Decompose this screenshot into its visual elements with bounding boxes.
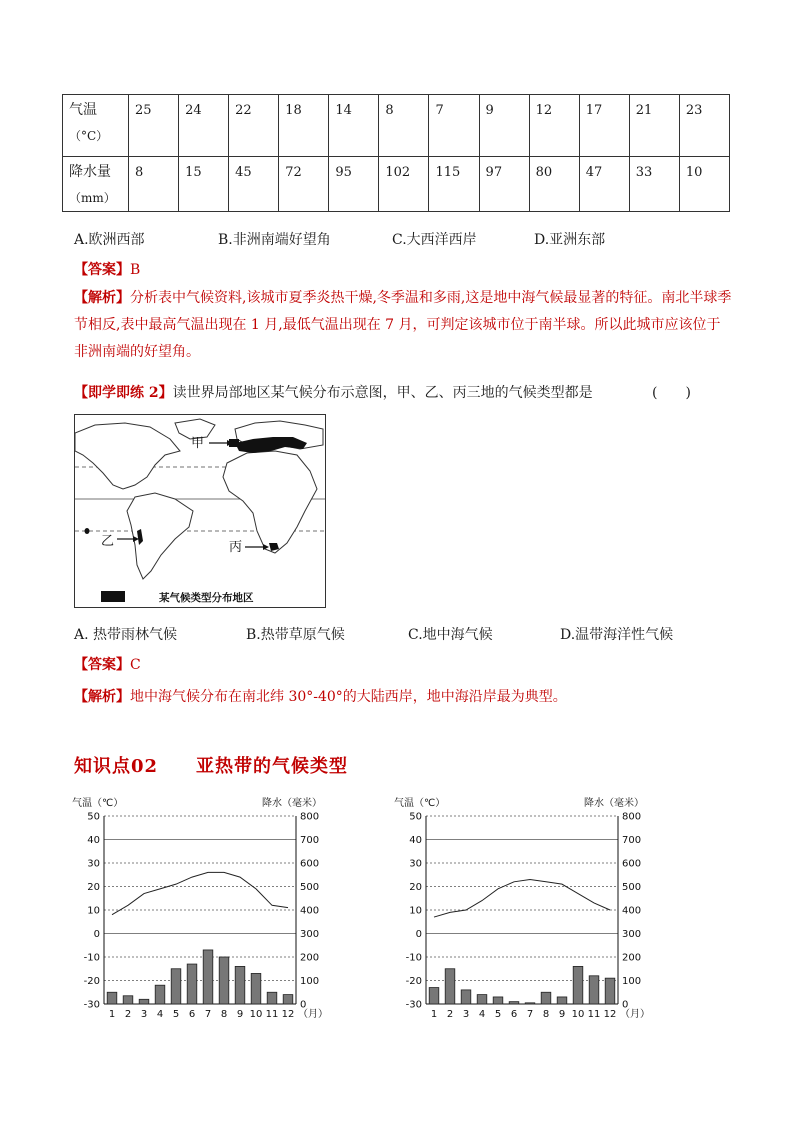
legend-label: 某气候类型分布地区 [159, 592, 254, 604]
left-tick-label: 10 [409, 905, 422, 917]
x-axis-title: （月） [620, 1009, 650, 1020]
x-tick-label: 11 [265, 1009, 279, 1020]
precip-bar [235, 966, 245, 1004]
right-tick-label: 800 [300, 811, 320, 823]
question-text: 读世界局部地区某气候分布示意图，甲、乙、丙三地的气候类型都是 [172, 385, 593, 401]
climate-chart-2 [392, 792, 672, 1024]
left-tick-label: 50 [87, 811, 100, 823]
left-tick-label: -10 [83, 952, 100, 964]
q2-option-d[interactable]: D.温带海洋性气候 [560, 627, 674, 643]
q2-option-c[interactable]: C.地中海气候 [408, 627, 493, 643]
label-yi: 乙 [101, 534, 115, 549]
right-tick-label: 600 [622, 858, 642, 870]
x-tick-label: 10 [571, 1009, 585, 1020]
temp-cell: 14 [329, 95, 379, 157]
temp-cell: 8 [379, 95, 429, 157]
left-tick-label: 0 [93, 929, 100, 940]
x-tick-label: 8 [542, 1009, 550, 1020]
temp-cell: 7 [429, 95, 479, 157]
precip-bar [187, 964, 197, 1004]
section-title: 知识点02 亚热带的气候类型 [74, 756, 349, 777]
x-tick-label: 3 [140, 1009, 148, 1020]
left-tick-label: 40 [409, 835, 422, 846]
temp-cell: 25 [129, 95, 179, 157]
answer-value: C [130, 657, 141, 673]
x-tick-label: 2 [124, 1009, 132, 1020]
precip-bar [219, 957, 229, 1004]
precip-unit: （mm） [69, 191, 116, 205]
precip-bar [461, 990, 471, 1004]
left-axis-title: 气温（℃） [72, 798, 124, 809]
left-axis-title: 气温（℃） [394, 798, 446, 809]
temperature-row [63, 95, 730, 157]
x-tick-label: 1 [108, 1009, 116, 1020]
right-axis-title: 降水（毫米） [584, 798, 644, 809]
temp-cell: 23 [679, 95, 729, 157]
climate-map [74, 414, 326, 608]
precip-bar [493, 997, 503, 1004]
precip-bar [251, 973, 261, 1004]
x-tick-label: 10 [249, 1009, 263, 1020]
right-axis-title: 降水（毫米） [262, 798, 322, 809]
x-tick-label: 9 [558, 1009, 566, 1020]
left-tick-label: 20 [409, 882, 422, 893]
x-tick-label: 8 [220, 1009, 228, 1020]
temp-cell: 21 [629, 95, 679, 157]
q1-answer [74, 257, 734, 284]
q2-answer [74, 652, 734, 679]
legend-swatch [101, 591, 125, 602]
right-tick-label: 400 [300, 905, 320, 917]
temp-label: 气温 [69, 102, 97, 118]
analysis-text: 地中海气候分布在南北纬 30°-40°的大陆西岸，地中海沿岸最为典型。 [130, 689, 567, 705]
temp-cell: 24 [179, 95, 229, 157]
precip-cell: 95 [329, 157, 379, 212]
precip-bar [267, 992, 277, 1004]
x-tick-label: 4 [156, 1009, 164, 1020]
left-tick-label: 20 [87, 882, 100, 893]
temp-cell: 22 [229, 95, 279, 157]
precip-bar [155, 985, 165, 1004]
precip-cell: 80 [529, 157, 579, 212]
precip-cell: 10 [679, 157, 729, 212]
precip-bar [557, 997, 567, 1004]
right-tick-label: 200 [622, 952, 642, 964]
temp-cell: 18 [279, 95, 329, 157]
precip-bar [509, 1002, 519, 1004]
precipitation-header [63, 157, 129, 212]
q1-option-c[interactable]: C.大西洋西岸 [392, 232, 477, 248]
right-tick-label: 100 [622, 976, 642, 987]
left-tick-label: -20 [83, 976, 100, 987]
q1-option-d[interactable]: D.亚洲东部 [534, 232, 606, 248]
x-tick-label: 6 [188, 1009, 196, 1020]
precip-bar [589, 976, 599, 1004]
answer-value: B [130, 262, 141, 278]
precip-cell: 15 [179, 157, 229, 212]
x-tick-label: 4 [478, 1009, 486, 1020]
answer-tag: 【答案】 [74, 657, 130, 673]
right-tick-label: 300 [300, 929, 320, 940]
precip-bar [283, 995, 293, 1004]
precip-bar [107, 992, 117, 1004]
precip-cell: 115 [429, 157, 479, 212]
x-tick-label: 7 [204, 1009, 212, 1020]
right-tick-label: 300 [622, 929, 642, 940]
precip-cell: 72 [279, 157, 329, 212]
left-tick-label: 50 [409, 811, 422, 823]
climate-chart-1 [70, 792, 350, 1024]
x-tick-label: 1 [430, 1009, 438, 1020]
precip-cell: 8 [129, 157, 179, 212]
analysis-tag: 【解析】 [74, 689, 130, 705]
precip-bar [477, 995, 487, 1004]
q1-option-a[interactable]: A.欧洲西部 [74, 232, 145, 248]
right-tick-label: 200 [300, 952, 320, 964]
precip-bar [203, 950, 213, 1004]
right-tick-label: 600 [300, 858, 320, 870]
precip-cell: 47 [579, 157, 629, 212]
right-tick-label: 100 [300, 976, 320, 987]
precip-bar [573, 966, 583, 1004]
precip-cell: 45 [229, 157, 279, 212]
left-tick-label: -30 [405, 999, 422, 1011]
temp-cell: 9 [479, 95, 529, 157]
q2-question [74, 380, 734, 407]
right-tick-label: 0 [300, 999, 307, 1011]
right-tick-label: 700 [300, 835, 320, 846]
x-tick-label: 5 [494, 1009, 502, 1020]
x-tick-label: 3 [462, 1009, 470, 1020]
precip-label: 降水量 [69, 164, 111, 180]
precip-bar [445, 969, 455, 1004]
q2-option-a[interactable]: A. 热带雨林气候 [74, 627, 178, 643]
left-tick-label: 0 [415, 929, 422, 940]
answer-tag: 【答案】 [74, 262, 130, 278]
right-tick-label: 800 [622, 811, 642, 823]
temp-cell: 12 [529, 95, 579, 157]
precip-bar [123, 996, 133, 1004]
right-tick-label: 500 [622, 882, 642, 893]
precip-bar [429, 988, 439, 1004]
precip-bar [605, 978, 615, 1004]
precip-bar [171, 969, 181, 1004]
x-tick-label: 5 [172, 1009, 180, 1020]
left-tick-label: 30 [409, 858, 422, 870]
temp-unit: （°C） [69, 129, 109, 143]
right-tick-label: 500 [300, 882, 320, 893]
q1-analysis [74, 285, 734, 366]
x-tick-label: 11 [587, 1009, 601, 1020]
x-tick-label: 12 [281, 1009, 295, 1020]
label-jia: 甲 [191, 436, 205, 451]
left-tick-label: -30 [83, 999, 100, 1011]
temperature-line [112, 872, 288, 914]
q1-option-b[interactable]: B.非洲南端好望角 [218, 232, 331, 248]
temperature-line [434, 879, 610, 917]
map-svg [75, 415, 325, 607]
x-tick-label: 2 [446, 1009, 454, 1020]
temperature-header [63, 95, 129, 157]
practice-tag: 【即学即练 2】 [74, 385, 173, 401]
precip-cell: 102 [379, 157, 429, 212]
q2-option-b[interactable]: B.热带草原气候 [246, 627, 345, 643]
x-tick-label: 6 [510, 1009, 518, 1020]
x-tick-label: 9 [236, 1009, 244, 1020]
x-tick-label: 7 [526, 1009, 534, 1020]
analysis-text: 分析表中气候资料,该城市夏季炎热干燥,冬季温和多雨,这是地中海气候最显著的特征。南北半球季节相反,表中最高气温出现在 1 月,最低气温出现在 7 月，可判定该城市位于南半球。所以此城市应该位于非洲南端的好望角。 [74, 290, 732, 360]
temp-cell: 17 [579, 95, 629, 157]
precip-bar [139, 999, 149, 1004]
q2-analysis [74, 684, 734, 711]
precip-cell: 97 [479, 157, 529, 212]
left-tick-label: 40 [87, 835, 100, 846]
x-axis-title: （月） [298, 1009, 328, 1020]
left-tick-label: 10 [87, 905, 100, 917]
climate-table [62, 94, 730, 212]
precip-bar [525, 1003, 535, 1004]
label-bing: 丙 [229, 540, 243, 555]
left-tick-label: -20 [405, 976, 422, 987]
answer-paren: ( ) [652, 385, 691, 401]
island-mark [85, 528, 90, 534]
x-tick-label: 12 [603, 1009, 617, 1020]
left-tick-label: -10 [405, 952, 422, 964]
analysis-tag: 【解析】 [74, 290, 130, 306]
precip-bar [541, 992, 551, 1004]
right-tick-label: 0 [622, 999, 629, 1011]
precip-cell: 33 [629, 157, 679, 212]
right-tick-label: 400 [622, 905, 642, 917]
precipitation-row [63, 157, 730, 212]
right-tick-label: 700 [622, 835, 642, 846]
left-tick-label: 30 [87, 858, 100, 870]
